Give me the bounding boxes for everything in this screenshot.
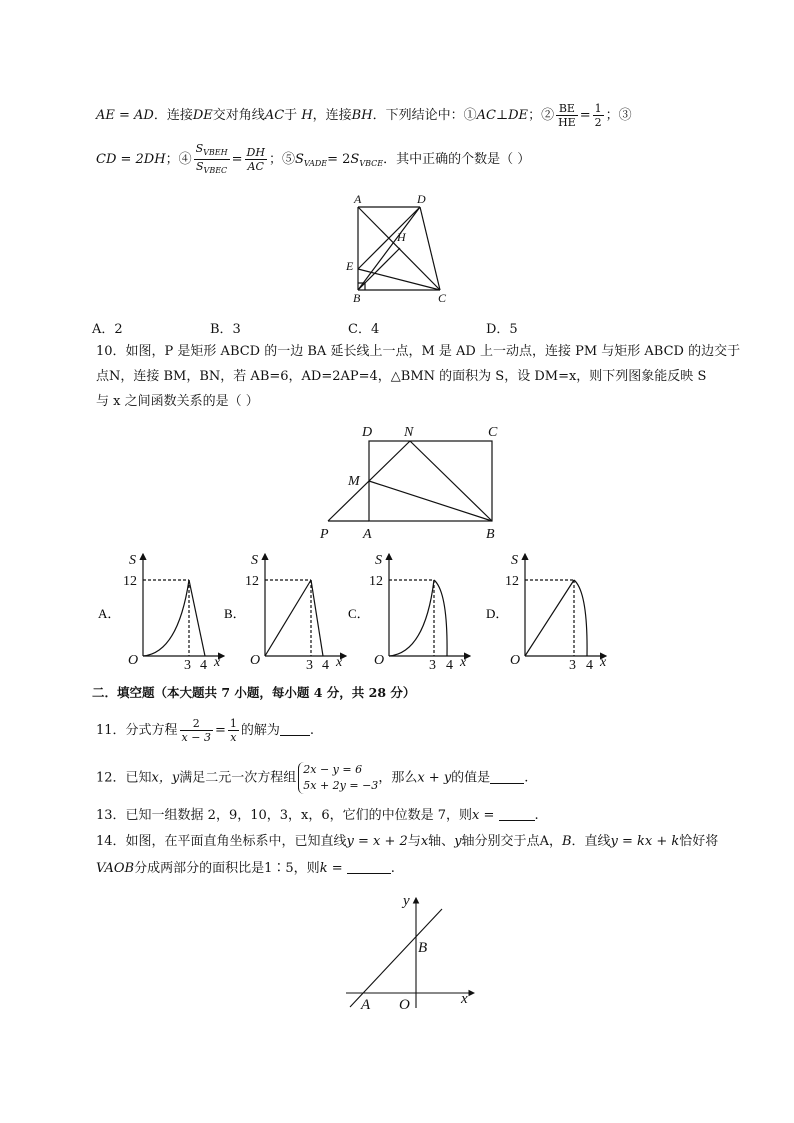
q12-text: 满足二元一次方程组	[179, 770, 297, 786]
q12-text: ，那么	[378, 770, 418, 786]
q14-label-b: B	[418, 940, 428, 956]
q12-sum: x + y	[417, 770, 452, 786]
q14-line-eq: y = x + 2	[346, 834, 408, 849]
q9-line2	[96, 142, 530, 177]
graph-3-label: 3	[184, 658, 191, 673]
q14-figure	[340, 890, 490, 1015]
q11-text: 11．分式方程	[96, 723, 178, 738]
graph-o-label: O	[510, 653, 521, 668]
q14-x: x	[420, 834, 429, 849]
graph-x-label: x	[460, 655, 467, 670]
q9-sub: VBCE	[359, 159, 384, 168]
q10-graph-d[interactable]	[484, 548, 624, 673]
q9-sub: VADE	[303, 159, 328, 168]
q11-eq: =	[214, 723, 226, 738]
q9-text: ；②	[528, 108, 555, 123]
graph-x-label: x	[600, 655, 607, 670]
q9-label-a: A	[354, 192, 362, 206]
q12-line	[96, 762, 528, 794]
q14-y: y	[454, 834, 462, 849]
q10-figure	[312, 420, 512, 545]
q14-label-x: x	[461, 991, 468, 1007]
graph-12-label: 12	[505, 574, 519, 589]
q10-label-a: A	[363, 527, 372, 542]
graph-4-label: 4	[200, 658, 207, 673]
graph-12-label: 12	[369, 574, 383, 589]
q14-text: 轴分别交于点	[461, 834, 540, 849]
q12-answer-blank[interactable]	[490, 769, 524, 784]
q10-graph-b[interactable]	[222, 548, 362, 673]
q9-s: S	[294, 152, 304, 167]
q13-line	[96, 805, 539, 827]
q14-text: ，	[548, 834, 562, 849]
q14-line1	[96, 831, 718, 853]
q9-text: ．下列结论中：①	[372, 108, 477, 123]
graph-12-label: 12	[123, 574, 137, 589]
graph-o-label: O	[128, 653, 139, 668]
q13-x: x =	[472, 808, 495, 823]
q9-frac-be-he: $\frac{BE}{HE}$	[558, 102, 576, 129]
section-heading: 二．填空题（本大题共 7 小题，每小题 4 分，共 28 分）	[92, 685, 416, 700]
q11-line	[96, 717, 314, 744]
q9-option-a[interactable]: A．2	[92, 322, 123, 337]
q9-ae-ad: AE = AD	[96, 108, 154, 123]
q13-answer-blank[interactable]	[499, 806, 535, 821]
q10-label-c: C	[488, 425, 498, 440]
q9-text: ；③	[605, 108, 632, 123]
q9-label-b: B	[353, 291, 361, 305]
q12-xy: x，y	[151, 770, 180, 786]
q10-label-d: D	[362, 425, 373, 440]
q9-eq: =	[579, 108, 591, 123]
q9-option-c[interactable]: C．4	[348, 322, 380, 337]
q11-text: 的解为	[240, 723, 280, 738]
q10-label-m: M	[348, 474, 360, 489]
q14-b: B	[561, 834, 572, 849]
graph-3-label: 3	[569, 658, 576, 673]
graph-s-label: S	[375, 553, 382, 568]
q14-triangle: VAOB	[96, 861, 135, 876]
q10-label-p: P	[320, 527, 329, 542]
q9-text: ；⑤	[268, 152, 295, 167]
q9-text: ，连接	[312, 108, 352, 123]
q9-label-c: C	[438, 291, 447, 305]
q14-k: k =	[319, 861, 343, 876]
q9-figure	[330, 190, 470, 305]
graph-option-letter: C．	[348, 606, 370, 621]
graph-4-label: 4	[322, 658, 329, 673]
q9-s: S	[350, 152, 360, 167]
q14-text: 与	[407, 834, 421, 849]
graph-4-label: 4	[446, 658, 453, 673]
q14-line2-eq: y = kx + k	[610, 834, 680, 849]
q9-eq: =	[231, 152, 243, 167]
graph-s-label: S	[511, 553, 518, 568]
graph-3-label: 3	[306, 658, 313, 673]
q9-line1	[96, 102, 632, 129]
q10-graph-a[interactable]	[96, 548, 236, 673]
graph-option-letter: A．	[98, 606, 121, 621]
q10-label-n: N	[404, 425, 414, 440]
q13-period: .	[534, 808, 539, 823]
q9-cd: CD = 2DH	[96, 152, 166, 167]
q9-frac-half: $\frac{1}{2}$	[594, 102, 602, 129]
q13-text: 13．已知一组数据 2，9，10，3，x，6，它们的中位数是 7，则	[96, 808, 473, 823]
q9-text: ．连接	[153, 108, 193, 123]
q12-text: 的值是	[451, 770, 491, 786]
q11-period: .	[309, 723, 315, 738]
q11-frac-right: $\frac{1}{x}$	[229, 717, 237, 744]
q11-frac-left: $\frac{2}{x - 3}$	[181, 717, 211, 744]
q9-option-b[interactable]: B．3	[210, 322, 241, 337]
q14-label-y: y	[403, 893, 410, 909]
graph-o-label: O	[374, 653, 385, 668]
q9-text: 交对角线	[212, 108, 265, 123]
graph-option-letter: B．	[224, 606, 246, 621]
q9-label-h: H	[397, 230, 406, 244]
q9-frac-area: $\frac{S_{VBEH}}{S_{VBEC}}$	[195, 142, 228, 175]
q14-label-o: O	[399, 997, 410, 1013]
graph-x-label: x	[214, 655, 221, 670]
q14-line2	[96, 858, 395, 880]
q9-de: DE	[192, 108, 213, 123]
q14-label-a: A	[361, 997, 371, 1013]
q14-text: 分成两部分的面积比是	[134, 861, 265, 876]
q9-text: 于	[284, 108, 298, 123]
q9-label-d: D	[417, 192, 426, 206]
q12-period: .	[524, 770, 529, 786]
q12-text: 12．已知	[96, 770, 152, 786]
graph-4-label: 4	[586, 658, 593, 673]
q14-period: .	[390, 861, 395, 876]
q14-answer-blank[interactable]	[347, 859, 391, 874]
q12-equation-system: 2x − y = 6 5x + 2y = −3	[298, 762, 378, 794]
q9-ac: AC	[264, 108, 285, 123]
q9-bh: BH	[351, 108, 373, 123]
graph-x-label: x	[336, 655, 343, 670]
q9-option-d[interactable]: D．5	[486, 322, 518, 337]
q9-frac-dh-ac: $\frac{DH}{AC}$	[246, 146, 265, 173]
q10-line1: 10．如图，P 是矩形 ABCD 的一边 BA 延长线上一点，M 是 AD 上一动点，连接 PM 与矩形 ABCD 的边交于	[96, 344, 741, 359]
graph-3-label: 3	[429, 658, 436, 673]
q14-a: A	[539, 834, 549, 849]
q10-line3: 与 x 之间函数关系的是（ ）	[96, 394, 259, 409]
graph-12-label: 12	[245, 574, 259, 589]
q14-text: ，则	[293, 861, 320, 876]
q14-text: 14．如图，在平面直角坐标系中，已知直线	[96, 834, 347, 849]
q10-graph-c[interactable]	[346, 548, 486, 673]
graph-s-label: S	[251, 553, 258, 568]
q14-text: ．直线	[571, 834, 611, 849]
q9-label-e: E	[346, 259, 354, 273]
q9-text: ．其中正确的个数是（ ）	[383, 152, 531, 167]
q14-ratio: 1∶5	[264, 861, 294, 876]
q9-eq: = 2	[327, 152, 351, 167]
q9-h: H	[301, 108, 313, 123]
q10-label-b: B	[486, 527, 495, 542]
q14-text: 恰好将	[679, 834, 719, 849]
q11-answer-blank[interactable]	[280, 721, 310, 736]
q9-perp: AC⊥DE	[476, 108, 529, 123]
q9-text: ；④	[165, 152, 192, 167]
q14-text: 轴、	[428, 834, 455, 849]
graph-o-label: O	[250, 653, 261, 668]
graph-s-label: S	[129, 553, 136, 568]
graph-option-letter: D．	[486, 606, 509, 621]
q10-line2: 点N，连接 BM，BN，若 AB=6，AD=2AP=4，△BMN 的面积为 S，设 DM=x，则下列图象能反映 S	[96, 369, 707, 384]
